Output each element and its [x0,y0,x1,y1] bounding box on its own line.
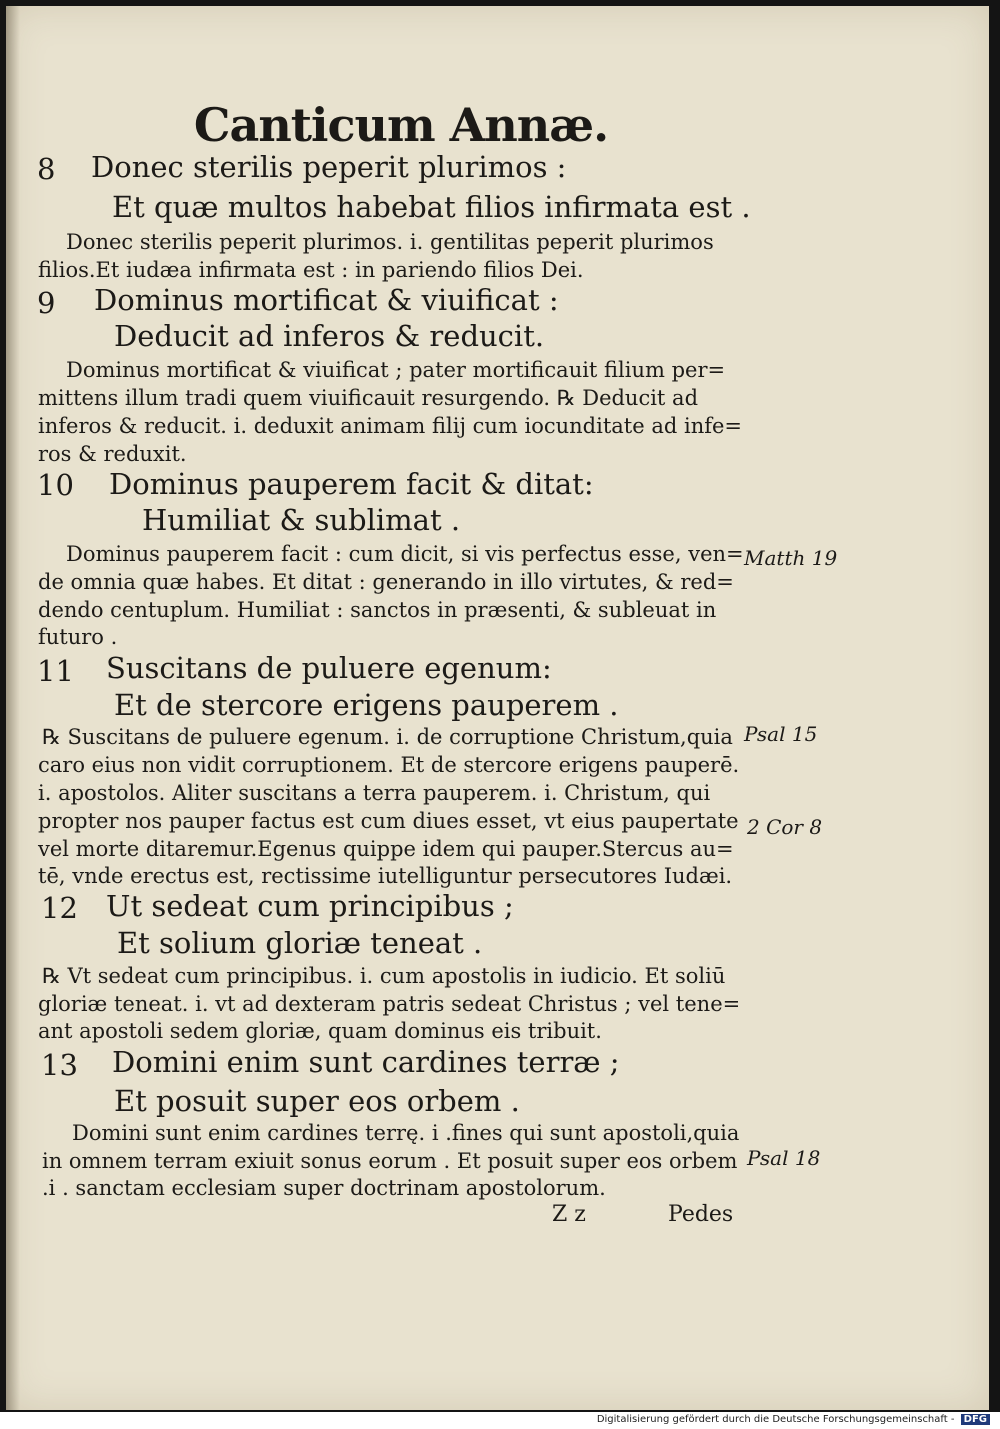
verse-line: Et quæ multos habebat filios infirmata est . [112,190,751,224]
commentary-line: ℞ Suscitans de puluere egenum. i. de corruptione Christum,quia [42,725,733,749]
margin-reference: Psal 15 [744,722,818,746]
commentary-line: Donec sterilis peperit plurimos. i. gentilitas peperit plurimos [66,230,714,254]
commentary-line: mittens illum tradi quem viuificauit resurgendo. ℞ Deducit ad [38,386,699,410]
commentary-line: futuro . [38,625,118,649]
verse-line: Ut sedeat cum principibus ; [106,889,514,923]
commentary-line: propter nos pauper factus est cum diues esset, vt eius paupertate [38,809,739,833]
verse-number: 10 [37,468,74,502]
margin-reference: Psal 18 [747,1146,821,1170]
verse-number: 9 [37,286,56,320]
verse-line: Suscitans de puluere egenum: [106,651,552,685]
commentary-line: ant apostoli sedem gloriæ, quam dominus eis tribuit. [38,1019,602,1043]
verse-line: Donec sterilis peperit plurimos : [91,150,567,184]
margin-reference: Matth 19 [744,546,838,570]
verse-line: Domini enim sunt cardines terræ ; [112,1045,620,1079]
verse-number: 8 [37,152,56,186]
verse-number: 13 [41,1048,78,1082]
verse-line: Dominus mortificat & viuificat : [94,283,559,317]
verse-line: Et posuit super eos orbem . [114,1084,520,1118]
commentary-line: vel morte ditaremur.Egenus quippe idem qui pauper.Stercus au= [38,837,734,861]
dfg-logo: DFG [961,1414,990,1425]
commentary-line: caro eius non vidit corruptionem. Et de stercore erigens pauperē. [38,753,740,777]
verse-line: Deducit ad inferos & reducit. [114,319,545,353]
commentary-line: i. apostolos. Aliter suscitans a terra pauperem. i. Christum, qui [38,781,711,805]
credit-text: Digitalisierung gefördert durch die Deutsche Forschungsgemeinschaft - [596,1414,955,1425]
margin-reference: 2 Cor 8 [747,815,823,839]
commentary-line: Dominus mortificat & viuificat ; pater mortificauit filium per= [66,358,726,382]
verse-line: Et de stercore erigens pauperem . [114,688,619,722]
verse-number: 12 [41,891,78,925]
commentary-line: gloriæ teneat. i. vt ad dexteram patris sedeat Christus ; vel tene= [38,992,741,1016]
digitization-credit [597,1414,990,1425]
page-title: Canticum Annæ. [193,98,609,152]
verse-line: Et solium gloriæ teneat . [117,926,483,960]
book-page [6,6,989,1410]
commentary-line: in omnem terram exiuit sonus eorum . Et posuit super eos orbem [42,1149,738,1173]
commentary-line: .i . sanctam ecclesiam super doctrinam apostolorum. [42,1176,606,1200]
commentary-line: inferos & reducit. i. deduxit animam filij cum iocunditate ad infe= [38,414,743,438]
signature-mark: Z z [552,1202,586,1227]
commentary-line: Domini sunt enim cardines terrę. i .fines qui sunt apostoli,quia [72,1121,740,1145]
commentary-line: Dominus pauperem facit : cum dicit, si vis perfectus esse, ven= [66,542,744,566]
verse-line: Dominus pauperem facit & ditat: [109,467,594,501]
commentary-line: tē, vnde erectus est, rectissime iutelliguntur persecutores Iudæi. [38,864,733,888]
commentary-line: ros & reduxit. [38,442,187,466]
verse-number: 11 [37,654,74,688]
commentary-line: dendo centuplum. Humiliat : sanctos in præsenti, & subleuat in [38,598,717,622]
commentary-line: de omnia quæ habes. Et ditat : generando in illo virtutes, & red= [38,570,734,594]
verse-line: Humiliat & sublimat . [142,503,461,537]
catchword: Pedes [668,1202,734,1227]
page-edge-shadow [6,6,20,1410]
commentary-line: filios.Et iudæa infirmata est : in pariendo filios Dei. [38,258,584,282]
commentary-line: ℞ Vt sedeat cum principibus. i. cum apostolis in iudicio. Et soliū [42,964,726,988]
